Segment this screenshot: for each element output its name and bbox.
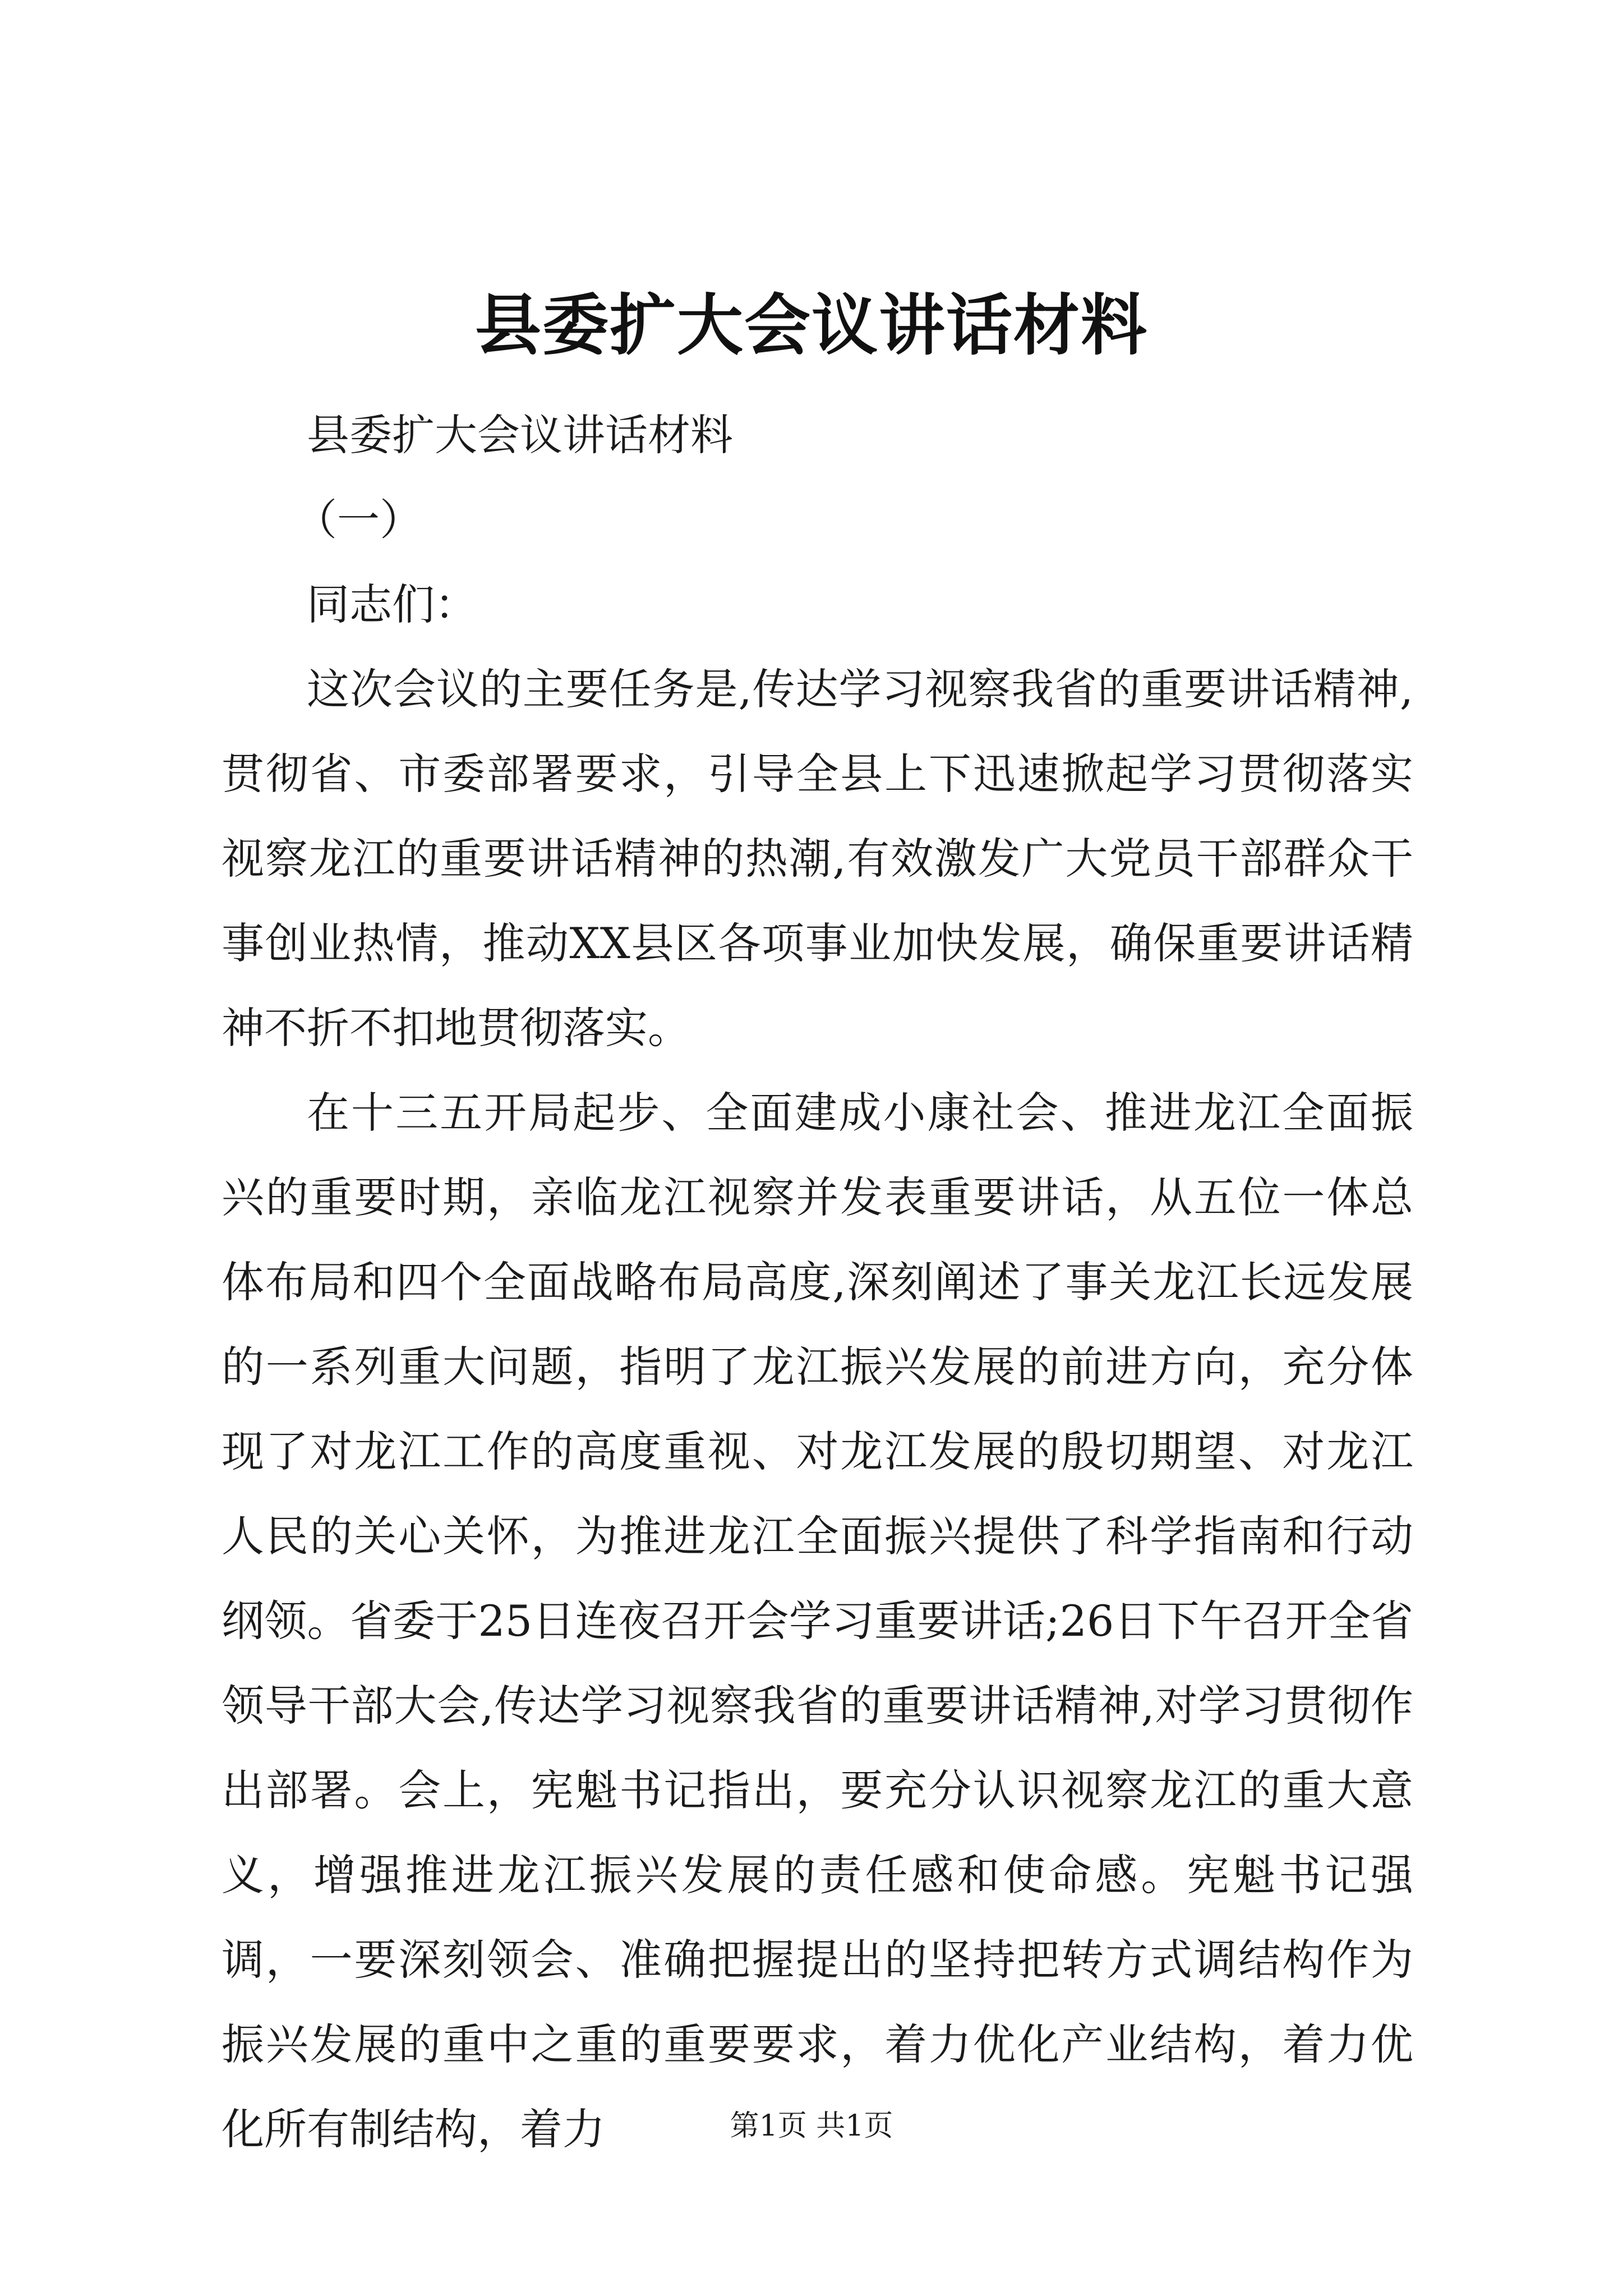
document-body (222, 393, 1413, 2171)
section-number: （一） (294, 495, 422, 545)
salutation: 同志们： (307, 579, 477, 629)
subtitle-paragraph: 县委扩大会议讲话材料 (307, 410, 733, 460)
page-footer: 第1页 共1页 (730, 2109, 893, 2143)
body-paragraph: 这次会议的主要任务是,传达学习视察我省的重要讲话精神,贯彻省、市委部署要求，引导全县上下迅速掀起学习贯彻落实视察龙江的重要讲话精神的热潮,有效激发广大党员干部群众干事创业热情，推动XX县区各项事业加快发展，确保重要讲话精神不折不扣地贯彻落实。 (222, 664, 1413, 1053)
body-paragraph: 在十三五开局起步、全面建成小康社会、推进龙江全面振兴的重要时期，亲临龙江视察并发表重要讲话，从五位一体总体布局和四个全面战略布局高度,深刻阐述了事关龙江长远发展的一系列重大问题，指明了龙江振兴发展的前进方向，充分体现了对龙江工作的高度重视、对龙江发展的殷切期望、对龙江人民的关心关怀，为推进龙江全面振兴提供了科学指南和行动纲领。省委于25日连夜召开会学习重要讲话;26日下午召开全省领导干部大会,传达学习视察我省的重要讲话精神,对学习贯彻作出部署。会上，宪魁书记指出，要充分认识视察龙江的重大意义，增强推进龙江振兴发展的责任感和使命感。宪魁书记强调，一要深刻领会、准确把握提出的坚持把转方式调结构作为振兴发展的重中之重的重要要求，着力优化产业结构，着力优化所有制结构，着力 (222, 1088, 1413, 2154)
page-title: 县委扩大会议讲话材料 (474, 286, 1148, 364)
